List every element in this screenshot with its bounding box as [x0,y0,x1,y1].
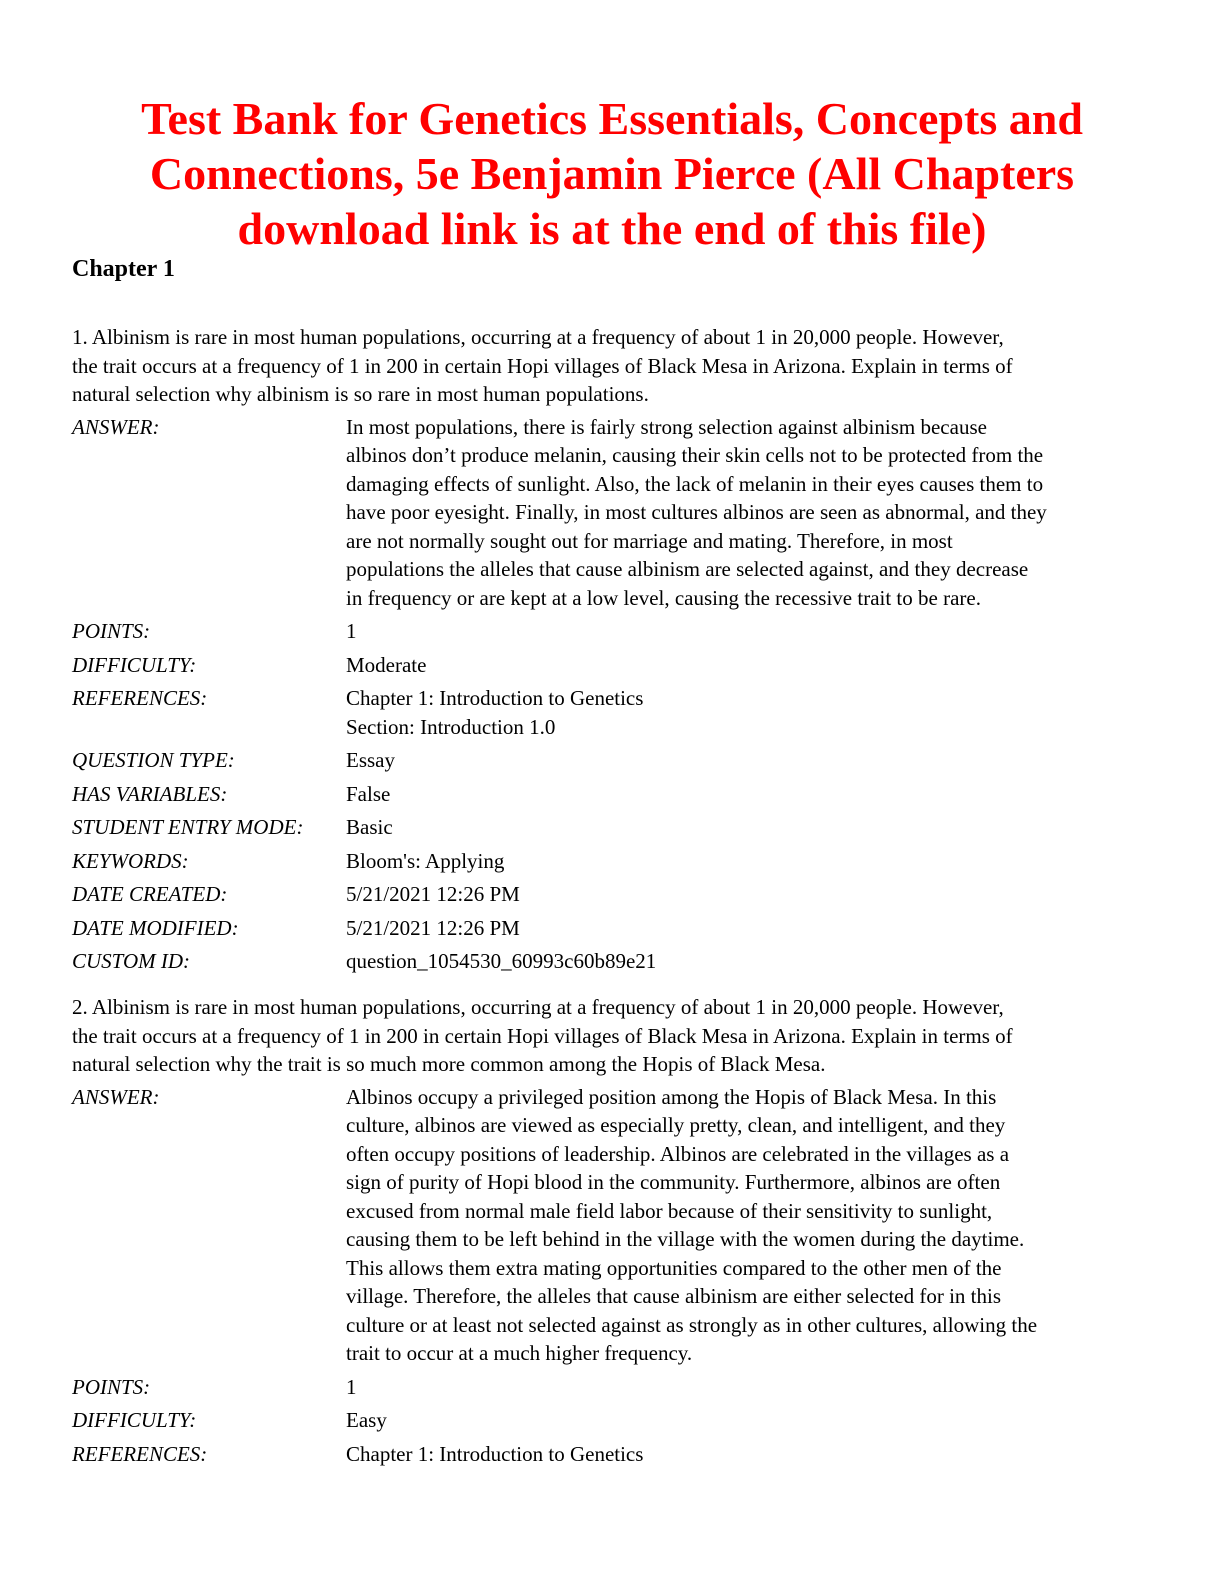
question-1 [72,323,1152,976]
difficulty-label: DIFFICULTY: [72,1408,197,1432]
question-type-row [72,746,1152,775]
title-line: Test Bank for Genetics Essentials, Concepts and [141,93,1083,144]
points-label: POINTS: [72,1374,151,1399]
question-text-line: the trait occurs at a frequency of 1 in 200 in certain Hopi villages of Black Mesa in Arizona. Explain in terms of [72,1023,1013,1048]
answer-line: albinos don’t produce melanin, causing their skin cells not to be protected from the [346,443,1044,467]
question-text [72,323,1152,409]
answer-line: are not normally sought out for marriage and mating. Therefore, in most [346,528,953,553]
custom-id-value: question_1054530_60993c60b89e21 [346,949,657,973]
answer-line: village. Therefore, the alleles that cause albinism are either selected for in this [346,1284,1002,1308]
answer-line: damaging effects of sunlight. Also, the lack of melanin in their eyes causes them to [346,471,1044,496]
references-label: REFERENCES: [72,686,208,710]
difficulty-row [72,651,1152,680]
reference-line: Chapter 1: Introduction to Genetics [346,1441,644,1466]
reference-line: Chapter 1: Introduction to Genetics [346,686,644,710]
references-value [346,1440,1152,1469]
question-meta [72,413,1152,976]
points-label: POINTS: [72,619,151,643]
custom-id-row [72,947,1152,976]
document-title [60,91,1164,256]
answer-line: culture, albinos are viewed as especially pretty, clean, and intelligent, and they [346,1113,1006,1137]
custom-id-label: CUSTOM ID: [72,949,191,973]
has-variables-value: False [346,781,391,806]
title-line: download link is at the end of this file) [237,203,987,254]
answer-line: often occupy positions of leadership. Albinos are celebrated in the villages as a [346,1141,1010,1166]
difficulty-value: Easy [346,1408,387,1432]
answer-row [72,1083,1152,1368]
points-row [72,617,1152,646]
title-line: Connections, 5e Benjamin Pierce (All Chapters [149,148,1075,199]
question-type-value: Essay [346,748,395,772]
entry-mode-label: STUDENT ENTRY MODE: [72,815,304,839]
difficulty-row [72,1406,1152,1435]
difficulty-value: Moderate [346,652,427,677]
points-value: 1 [346,1374,357,1399]
answer-line: culture or at least not selected against as strongly as in other cultures, allowing the [346,1312,1038,1337]
keywords-row [72,847,1152,876]
answer-label: ANSWER: [72,414,160,439]
question-text-line: 1. Albinism is rare in most human populations, occurring at a frequency of about 1 in 20,000 people. However, [72,325,1004,349]
answer-row [72,413,1152,613]
date-modified-label: DATE MODIFIED: [72,915,239,940]
question-text-line: natural selection why the trait is so much more common among the Hopis of Black Mesa. [72,1052,826,1076]
question-text-line: the trait occurs at a frequency of 1 in 200 in certain Hopi villages of Black Mesa in Arizona. Explain in terms of [72,353,1013,378]
keywords-label: KEYWORDS: [72,848,189,873]
answer-line: This allows them extra mating opportunities compared to the other men of the [346,1255,1002,1280]
answer-line: trait to occur at a much higher frequency. [346,1341,693,1365]
entry-mode-value: Basic [346,815,393,839]
answer-line: In most populations, there is fairly strong selection against albinism because [346,414,987,439]
has-variables-row [72,780,1152,809]
points-value: 1 [346,619,357,643]
question-text [72,993,1152,1079]
answer-text [346,1083,1152,1368]
references-value [346,684,1152,741]
answer-line: have poor eyesight. Finally, in most cultures albinos are seen as abnormal, and they [346,500,1047,524]
answer-line: causing them to be left behind in the village with the women during the daytime. [346,1227,1025,1251]
references-row [72,1440,1152,1469]
question-2 [72,993,1152,1468]
reference-line: Section: Introduction 1.0 [346,714,556,739]
points-row [72,1373,1152,1402]
answer-label: ANSWER: [72,1084,160,1109]
date-modified-row [72,914,1152,943]
date-created-label: DATE CREATED: [72,882,228,906]
keywords-value: Bloom's: Applying [346,848,505,873]
answer-line: in frequency or are kept at a low level, causing the recessive trait to be rare. [346,585,981,610]
has-variables-label: HAS VARIABLES: [72,781,228,806]
question-text-line: 2. Albinism is rare in most human populations, occurring at a frequency of about 1 in 20,000 people. However, [72,995,1004,1019]
question-text-line: natural selection why albinism is so rare in most human populations. [72,382,649,406]
references-row [72,684,1152,741]
date-created-value: 5/21/2021 12:26 PM [346,882,520,906]
question-meta [72,1083,1152,1469]
entry-mode-row [72,813,1152,842]
answer-line: sign of purity of Hopi blood in the community. Furthermore, albinos are often [346,1170,1001,1194]
date-created-row [72,880,1152,909]
date-modified-value: 5/21/2021 12:26 PM [346,915,520,940]
difficulty-label: DIFFICULTY: [72,652,197,677]
question-type-label: QUESTION TYPE: [72,748,235,772]
references-label: REFERENCES: [72,1441,208,1466]
answer-line: excused from normal male field labor because of their sensitivity to sunlight, [346,1198,993,1223]
answer-text [346,413,1152,613]
answer-line: populations the alleles that cause albinism are selected against, and they decrease [346,557,1029,581]
answer-line: Albinos occupy a privileged position among the Hopis of Black Mesa. In this [346,1084,997,1109]
chapter-heading: Chapter 1 [72,256,175,282]
